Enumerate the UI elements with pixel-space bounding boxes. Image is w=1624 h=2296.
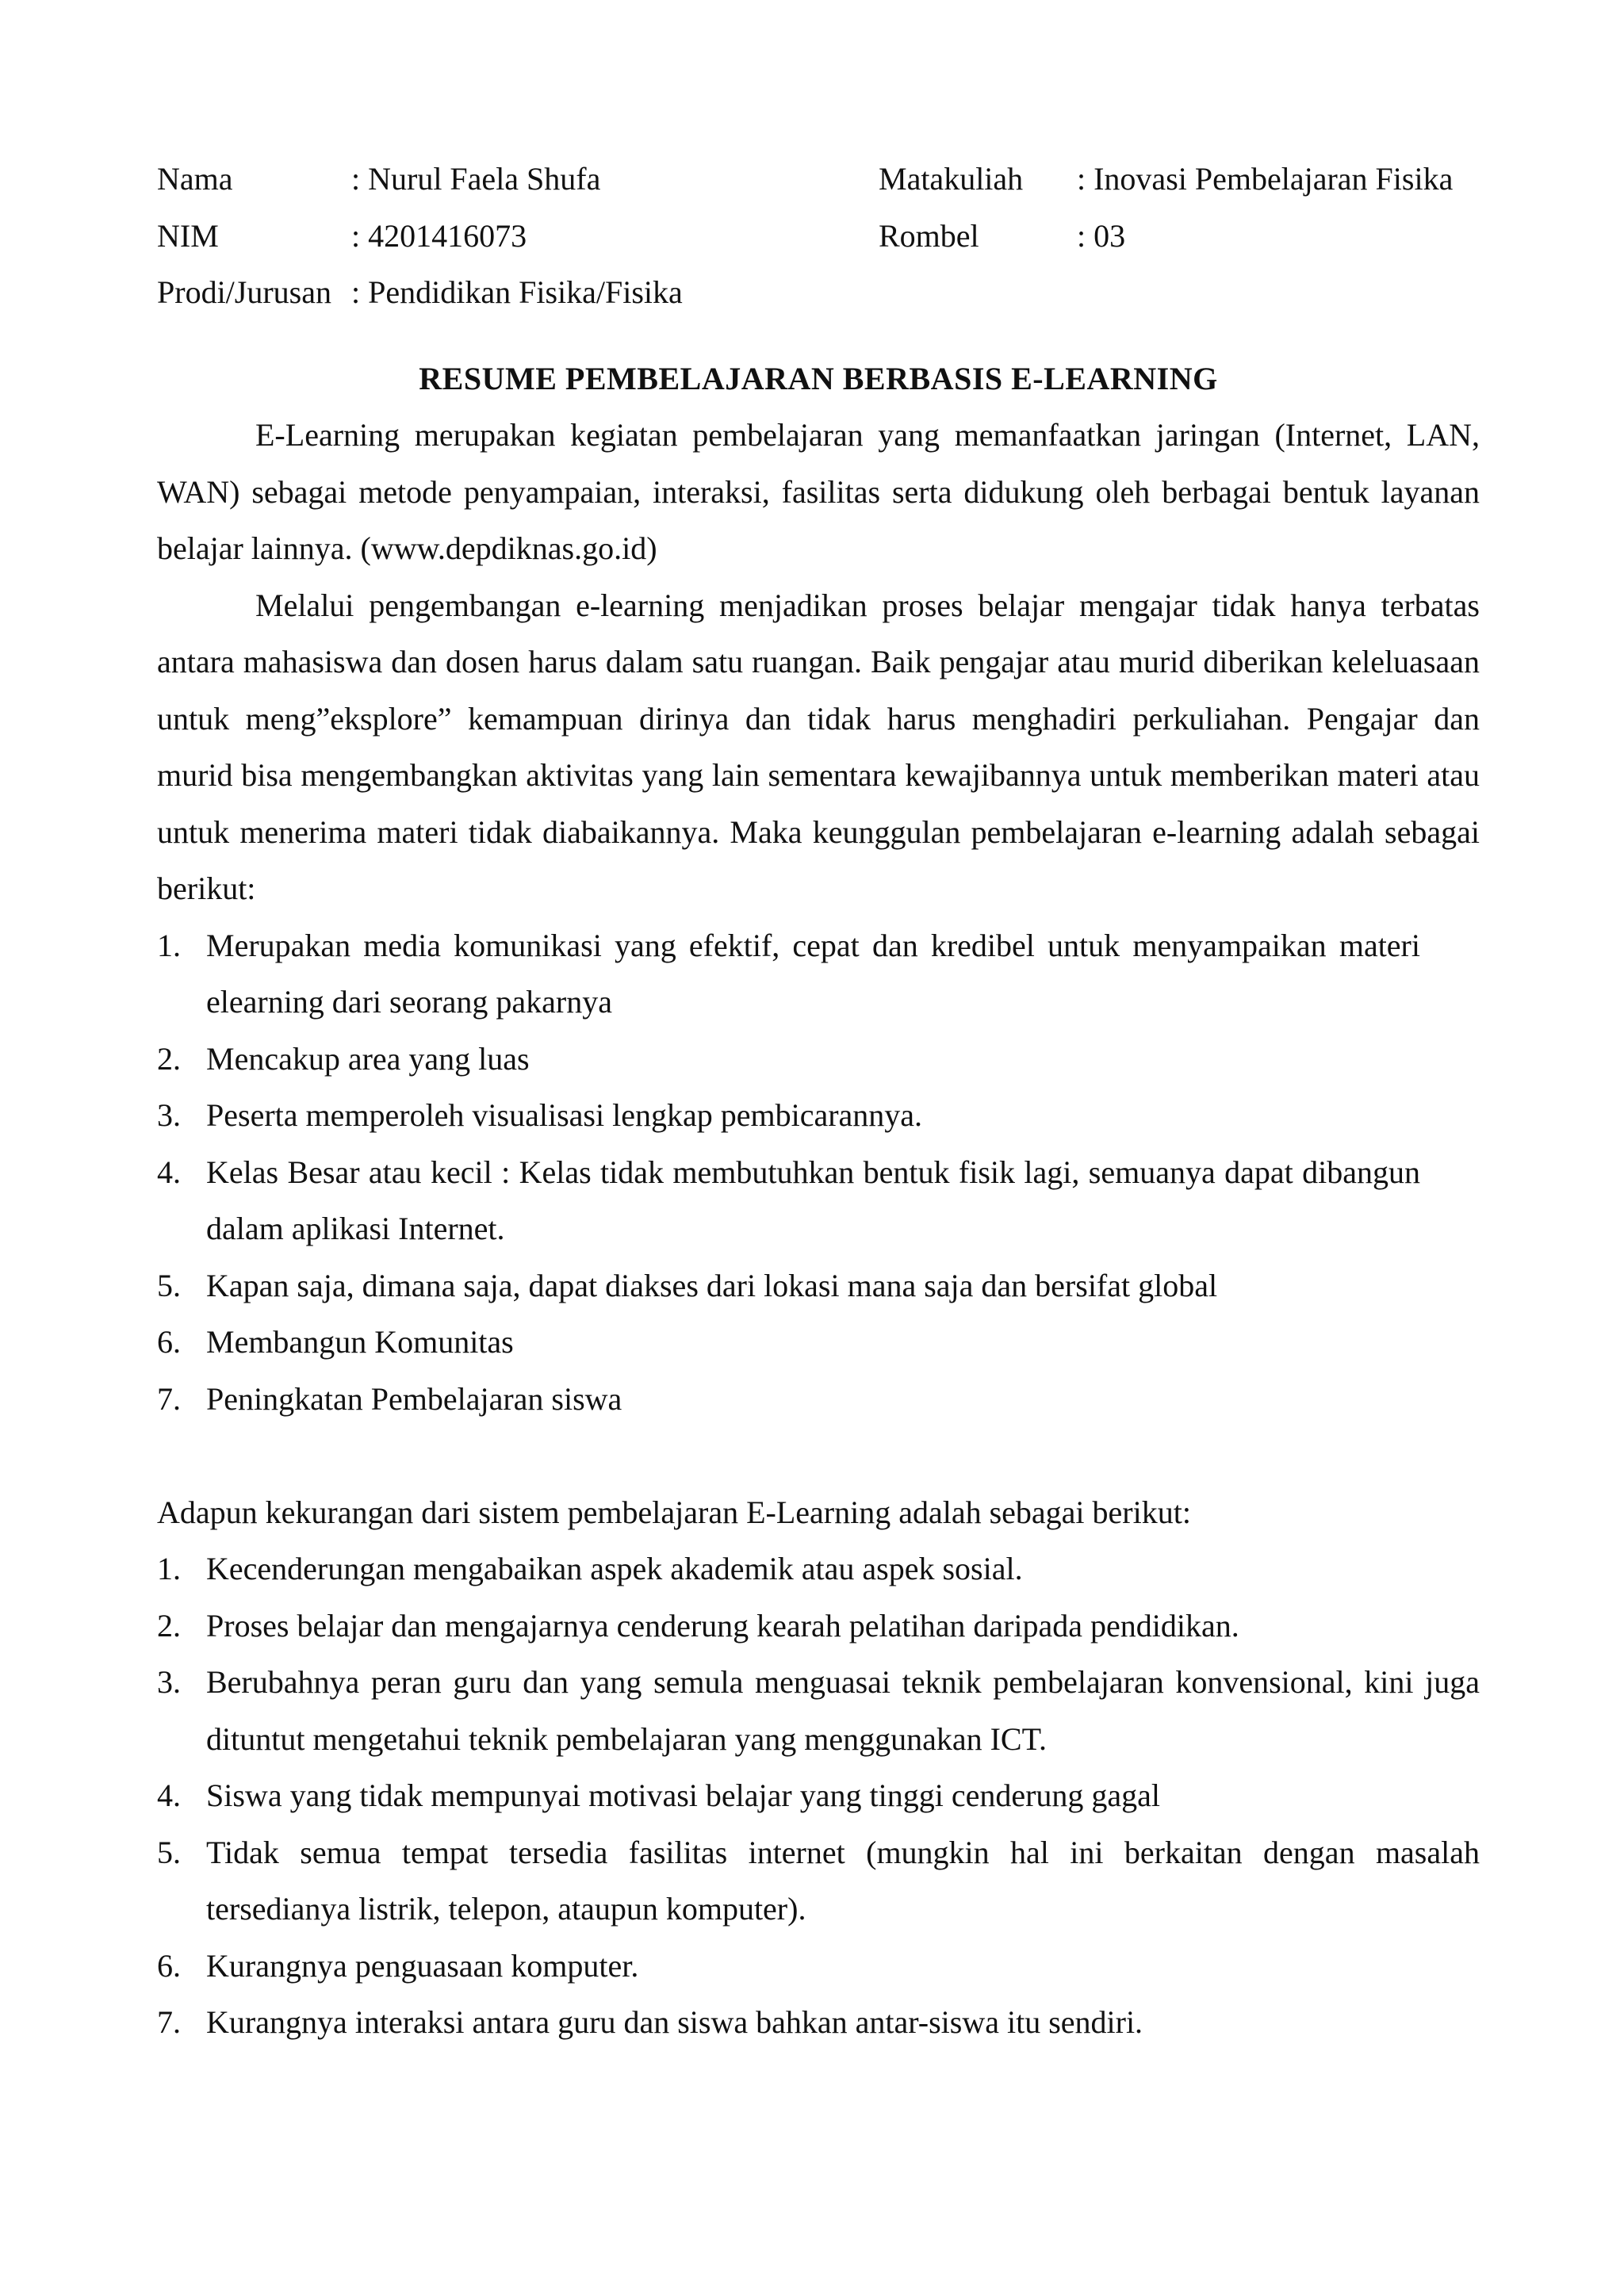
- disadvantages-list: [157, 1540, 1480, 2051]
- list-item: [157, 917, 1480, 1031]
- list-item: [157, 1371, 1480, 1428]
- list-item-text: Membangun Komunitas: [206, 1324, 514, 1360]
- nim-label: NIM: [157, 217, 219, 254]
- list-number: 5.: [157, 1267, 181, 1303]
- list-item-text: Siswa yang tidak mempunyai motivasi belajar yang tinggi cenderung gagal: [206, 1777, 1161, 1813]
- list-item-text: Mencakup area yang luas: [206, 1040, 530, 1077]
- list-number: 3.: [157, 1664, 181, 1700]
- list-item: [157, 1938, 1480, 1995]
- list-item-text: Tidak semua tempat tersedia fasilitas internet (mungkin hal ini berkaitan dengan masalah tersedianya listrik, telepon, ataupun komputer).: [206, 1834, 1480, 1927]
- list-item: [157, 1087, 1480, 1144]
- list-item-text: Peningkatan Pembelajaran siswa: [206, 1380, 622, 1417]
- list-number: 4.: [157, 1154, 181, 1190]
- list-number: 6.: [157, 1324, 181, 1360]
- list-item-text: Kurangnya interaksi antara guru dan siswa bahkan antar-siswa itu sendiri.: [206, 2004, 1143, 2040]
- list-item-text: Berubahnya peran guru dan yang semula menguasai teknik pembelajaran konvensional, kini juga dituntut mengetahui teknik pembelajaran yang menggunakan ICT.: [206, 1664, 1480, 1757]
- class-label: Rombel: [879, 217, 979, 254]
- list-number: 7.: [157, 1380, 181, 1417]
- name-value: : Nurul Faela Shufa: [351, 161, 601, 197]
- list-number: 3.: [157, 1097, 181, 1133]
- name-label: Nama: [157, 161, 233, 197]
- list-number: 5.: [157, 1834, 181, 1870]
- course-value: : Inovasi Pembelajaran Fisika: [1077, 161, 1454, 197]
- document-content: [157, 151, 1480, 2051]
- list-number: 1.: [157, 927, 181, 963]
- list-item-text: Kelas Besar atau kecil : Kelas tidak membutuhkan bentuk fisik lagi, semuanya dapat dibangun dalam aplikasi Internet.: [206, 1154, 1420, 1246]
- list-item-text: Kapan saja, dimana saja, dapat diakses dari lokasi mana saja dan bersifat global: [206, 1267, 1218, 1303]
- advantages-list: [157, 917, 1480, 1428]
- prodi-label: Prodi/Jurusan: [157, 274, 331, 310]
- list-item: [157, 1144, 1480, 1257]
- list-number: 1.: [157, 1551, 181, 1586]
- list-item-text: Kurangnya penguasaan komputer.: [206, 1947, 639, 1984]
- list-item: [157, 1767, 1480, 1824]
- list-item: [157, 1314, 1480, 1371]
- paragraph-definition: E-Learning merupakan kegiatan pembelajaran yang memanfaatkan jaringan (Internet, LAN, WAN) sebagai metode penyampaian, interaksi, fasilitas serta didukung oleh berbagai bentuk layanan belajar lainnya. (www.depdiknas.go.id): [157, 417, 1480, 566]
- document-title: RESUME PEMBELAJARAN BERBASIS E-LEARNING: [419, 360, 1218, 396]
- paragraph-development: Melalui pengembangan e-learning menjadikan proses belajar mengajar tidak hanya terbatas antara mahasiswa dan dosen harus dalam satu ruangan. Baik pengajar atau murid diberikan keleluasaan untuk meng”eksplore” kemampuan dirinya dan tidak harus menghadiri perkuliahan. Pengajar dan murid bisa mengembangkan aktivitas yang lain sementara kewajibannya untuk memberikan materi atau untuk menerima materi tidak diabaikannya. Maka keunggulan pembelajaran e-learning adalah sebagai berikut:: [157, 587, 1480, 906]
- list-number: 7.: [157, 2004, 181, 2040]
- list-item: [157, 1598, 1480, 1655]
- list-item: [157, 1257, 1480, 1314]
- list-item: [157, 1031, 1480, 1088]
- class-value: : 03: [1077, 217, 1126, 254]
- list-number: 6.: [157, 1947, 181, 1984]
- list-item-text: Proses belajar dan mengajarnya cenderung kearah pelatihan daripada pendidikan.: [206, 1607, 1239, 1644]
- list-item-text: Kecenderungan mengabaikan aspek akademik atau aspek sosial.: [206, 1551, 1023, 1586]
- list-item-text: Peserta memperoleh visualisasi lengkap pembicarannya.: [206, 1097, 923, 1133]
- list-number: 4.: [157, 1777, 181, 1813]
- student-info-header: [157, 151, 1480, 321]
- list-item: [157, 1994, 1480, 2051]
- list-number: 2.: [157, 1607, 181, 1644]
- course-label: Matakuliah: [879, 161, 1024, 197]
- list-item: [157, 1540, 1480, 1598]
- list-number: 2.: [157, 1040, 181, 1077]
- nim-value: : 4201416073: [351, 217, 527, 254]
- prodi-value: : Pendidikan Fisika/Fisika: [351, 274, 683, 310]
- disadvantages-intro: Adapun kekurangan dari sistem pembelajaran E-Learning adalah sebagai berikut:: [157, 1494, 1191, 1530]
- list-item: [157, 1654, 1480, 1767]
- list-item: [157, 1824, 1480, 1938]
- list-item-text: Merupakan media komunikasi yang efektif, cepat dan kredibel untuk menyampaikan materi elearning dari seorang pakarnya: [206, 927, 1420, 1020]
